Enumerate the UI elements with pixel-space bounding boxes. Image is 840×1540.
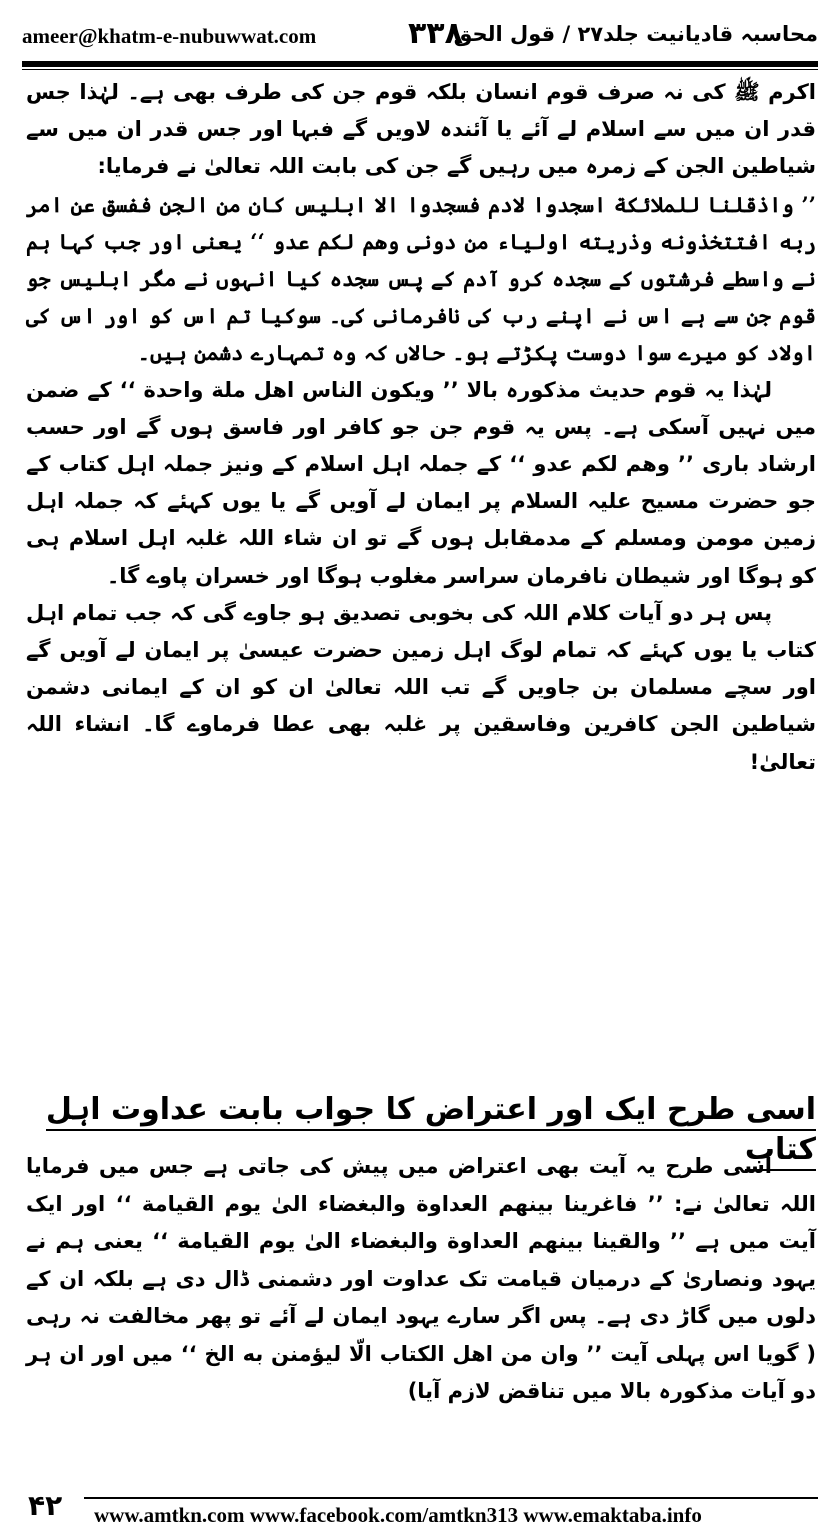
header-page-number: ۳۳۸ (408, 16, 463, 51)
page-header (22, 14, 818, 58)
section-text (26, 1148, 816, 1411)
footer-urls: www.amtkn.com www.facebook.com/amtkn313 www.emaktaba.info (94, 1503, 702, 1527)
paragraph: پس ہر دو آیات کلام اللہ کی بخوبی تصدیق ہو جاوے گی کہ جب تمام اہل کتاب یا یوں کہئے کہ تمام لوگ اہل زمین حضرت عیسیٰ پر ایمان لے آویں گے اور سچے مسلمان بن جاویں گے تب اللہ تعالیٰ ان کو ان کے ایمانی دشمن شیاطین الجن کافرین وفاسقین پر غلبہ بھی عطا فرماوے گا۔ انشاء اللہ تعالیٰ! (26, 600, 816, 774)
section-heading-text: اسی طرح ایک اور اعتراض کا جواب بابت عداوت اہل کتاب (46, 1092, 816, 1171)
header-email: ameer@khatm-e-nubuwwat.com (22, 24, 317, 48)
header-book-title: محاسبہ قادیانیت جلد۲۷ / قول الحق (453, 22, 818, 46)
footer-page-number: ۴۲ (28, 1489, 63, 1522)
main-text (26, 74, 816, 781)
header-rule-thick (22, 61, 818, 67)
paragraph: اکرم ﷺ کی نہ صرف قوم انسان بلکہ قوم جن کی طرف بھی ہے۔ لہٰذا جس قدر ان میں سے اسلام لے آئے یا آئندہ لاویں گے فبہا اور جس قدر ان میں سے شیاطین الجن کے زمرہ میں رہیں گے جن کی بابت اللہ تعالیٰ نے فرمایا: (26, 80, 816, 179)
header-rule-thin (22, 69, 818, 70)
paragraph: اسی طرح یہ آیت بھی اعتراض میں پیش کی جاتی ہے جس میں فرمایا اللہ تعالیٰ نے: ’’ فاغرینا بینهم العداوة والبغضاء الیٰ یوم القیامة ‘‘ اور ایک آیت میں ہے ’’ والقینا بینهم العداوة والبغضاء الیٰ یوم القیامة ‘‘ یعنی ہم نے یہود ونصاریٰ کے درمیان قیامت تک عداوت اور دشمنی ڈال دی ہے بلکہ ان کے دلوں میں گاڑ دی ہے۔ پس اگر سارے یہود ایمان لے آئے تو پھر مخالفت نہ رہی ( گویا اس پہلی آیت ’’ وان من اهل الکتاب الّا لیؤمنن به الخ ‘‘ میں اور ان ہر دو آیات مذکورہ بالا میں تناقض لازم آیا) (26, 1154, 816, 1403)
footer-rule (84, 1497, 818, 1499)
paragraph: لہٰذا یہ قوم حدیث مذکورہ بالا ’’ ویکون الناس اهل ملة واحدة ‘‘ کے ضمن میں نہیں آسکی ہے۔ پس یہ قوم جن جو کافر اور فاسق ہوں گے اور حسب ارشاد باری ’’ وهم لکم عدو ‘‘ کے جملہ اہل اسلام کے ونیز جملہ اہل کتاب کے جو حضرت مسیح علیہ السلام پر ایمان لے آویں گے یا یوں کہئے کہ جملہ اہل زمین مومن ومسلم کے مدمقابل ہوں گے تو ان شاء اللہ غلبہ اہل اسلام ہی کو ہوگا اور شیطان نافرمان سراسر مغلوب ہوگا اور خسران پاوے گا۔ (26, 377, 816, 588)
paragraph: ’’ واذقلنا للملائکة اسجدوا لادم فسجدوا الا ابلیس کان من الجن ففسق عن امر ربه افتتخذونه وذریته اولیاء من دونی وهم لکم عدو ‘‘ یعنی اور جب کہا ہم نے واسطے فرشتوں کے سجدہ کرو آدم کے پس سجدہ کیا انہوں نے مگر ابلیس جو قوم جن سے ہے اس نے اپنے رب کی نافرمانی کی۔ سوکیا تم اس کو اور اس کی اولاد کو میرے سوا دوست پکڑتے ہو۔ حالاں کہ وہ تمہارے دشمن ہیں۔ (26, 191, 816, 366)
page-footer (22, 1483, 818, 1533)
